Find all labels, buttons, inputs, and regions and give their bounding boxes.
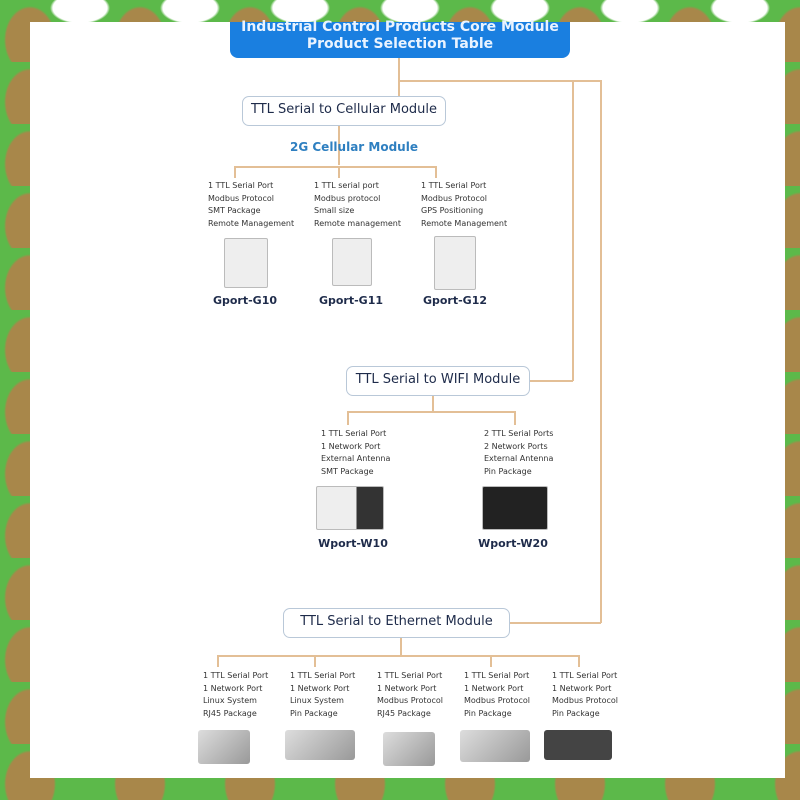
connector [217,655,219,667]
product-specs: 1 TTL Serial Port 1 Network Port Modbus Protocol RJ45 Package [377,671,443,718]
product-image [316,486,384,530]
product-specs: 1 TTL Serial Port 1 Network Port Modbus Protocol Pin Package [464,671,530,718]
connector [234,166,236,178]
connector [600,80,602,623]
product-image [383,732,435,766]
header-banner [230,19,570,58]
product-specs: 1 TTL serial port Modbus protocol Small size Remote management [314,181,401,228]
product-image [434,236,476,290]
connector [398,58,400,96]
subcategory-2g: 2G Cellular Module [290,140,418,154]
product-specs: 1 TTL Serial Port 1 Network Port Linux System Pin Package [290,671,356,718]
product-specs: 2 TTL Serial Ports 2 Network Ports External Antenna Pin Package [484,429,554,476]
connector [432,394,434,412]
product-name[interactable]: Wport-W20 [478,537,548,550]
product-name[interactable]: Gport-G12 [422,294,488,307]
category-cellular[interactable]: TTL Serial to Cellular Module [242,96,446,126]
category-ethernet[interactable]: TTL Serial to Ethernet Module [283,608,510,638]
product-image [482,486,548,530]
connector [314,655,316,667]
product-specs: 1 TTL Serial Port Modbus Protocol GPS Positioning Remote Management [421,181,508,228]
product-name[interactable]: Gport-G10 [212,294,278,307]
connector [234,166,436,168]
connector [347,411,515,413]
product-image [285,730,355,760]
product-specs: 1 TTL Serial Port 1 Network Port Linux System RJ45 Package [203,671,269,718]
product-image [224,238,268,288]
connector [347,411,349,425]
product-image [460,730,530,762]
product-specs: 1 TTL Serial Port 1 Network Port Modbus Protocol Pin Package [552,671,618,718]
product-specs: 1 TTL Serial Port Modbus Protocol SMT Package Remote Management [208,181,295,228]
connector [217,655,579,657]
page [30,22,785,778]
product-image [198,730,250,764]
connector [572,80,574,381]
header-line1: Industrial Control Products Core Module [241,19,559,35]
product-image [332,238,372,286]
category-wifi[interactable]: TTL Serial to WIFI Module [346,366,530,396]
connector [508,622,601,624]
product-image [544,730,612,760]
connector [338,166,340,178]
header-line2: Product Selection Table [306,36,494,52]
connector [514,411,516,425]
connector [400,636,402,656]
product-name[interactable]: Wport-W10 [318,537,388,550]
connector [490,655,492,667]
connector [435,166,437,178]
connector [398,80,601,82]
connector [578,655,580,667]
connector [528,380,573,382]
product-specs: 1 TTL Serial Port 1 Network Port External Antenna SMT Package [321,429,391,476]
product-name[interactable]: Gport-G11 [318,294,384,307]
